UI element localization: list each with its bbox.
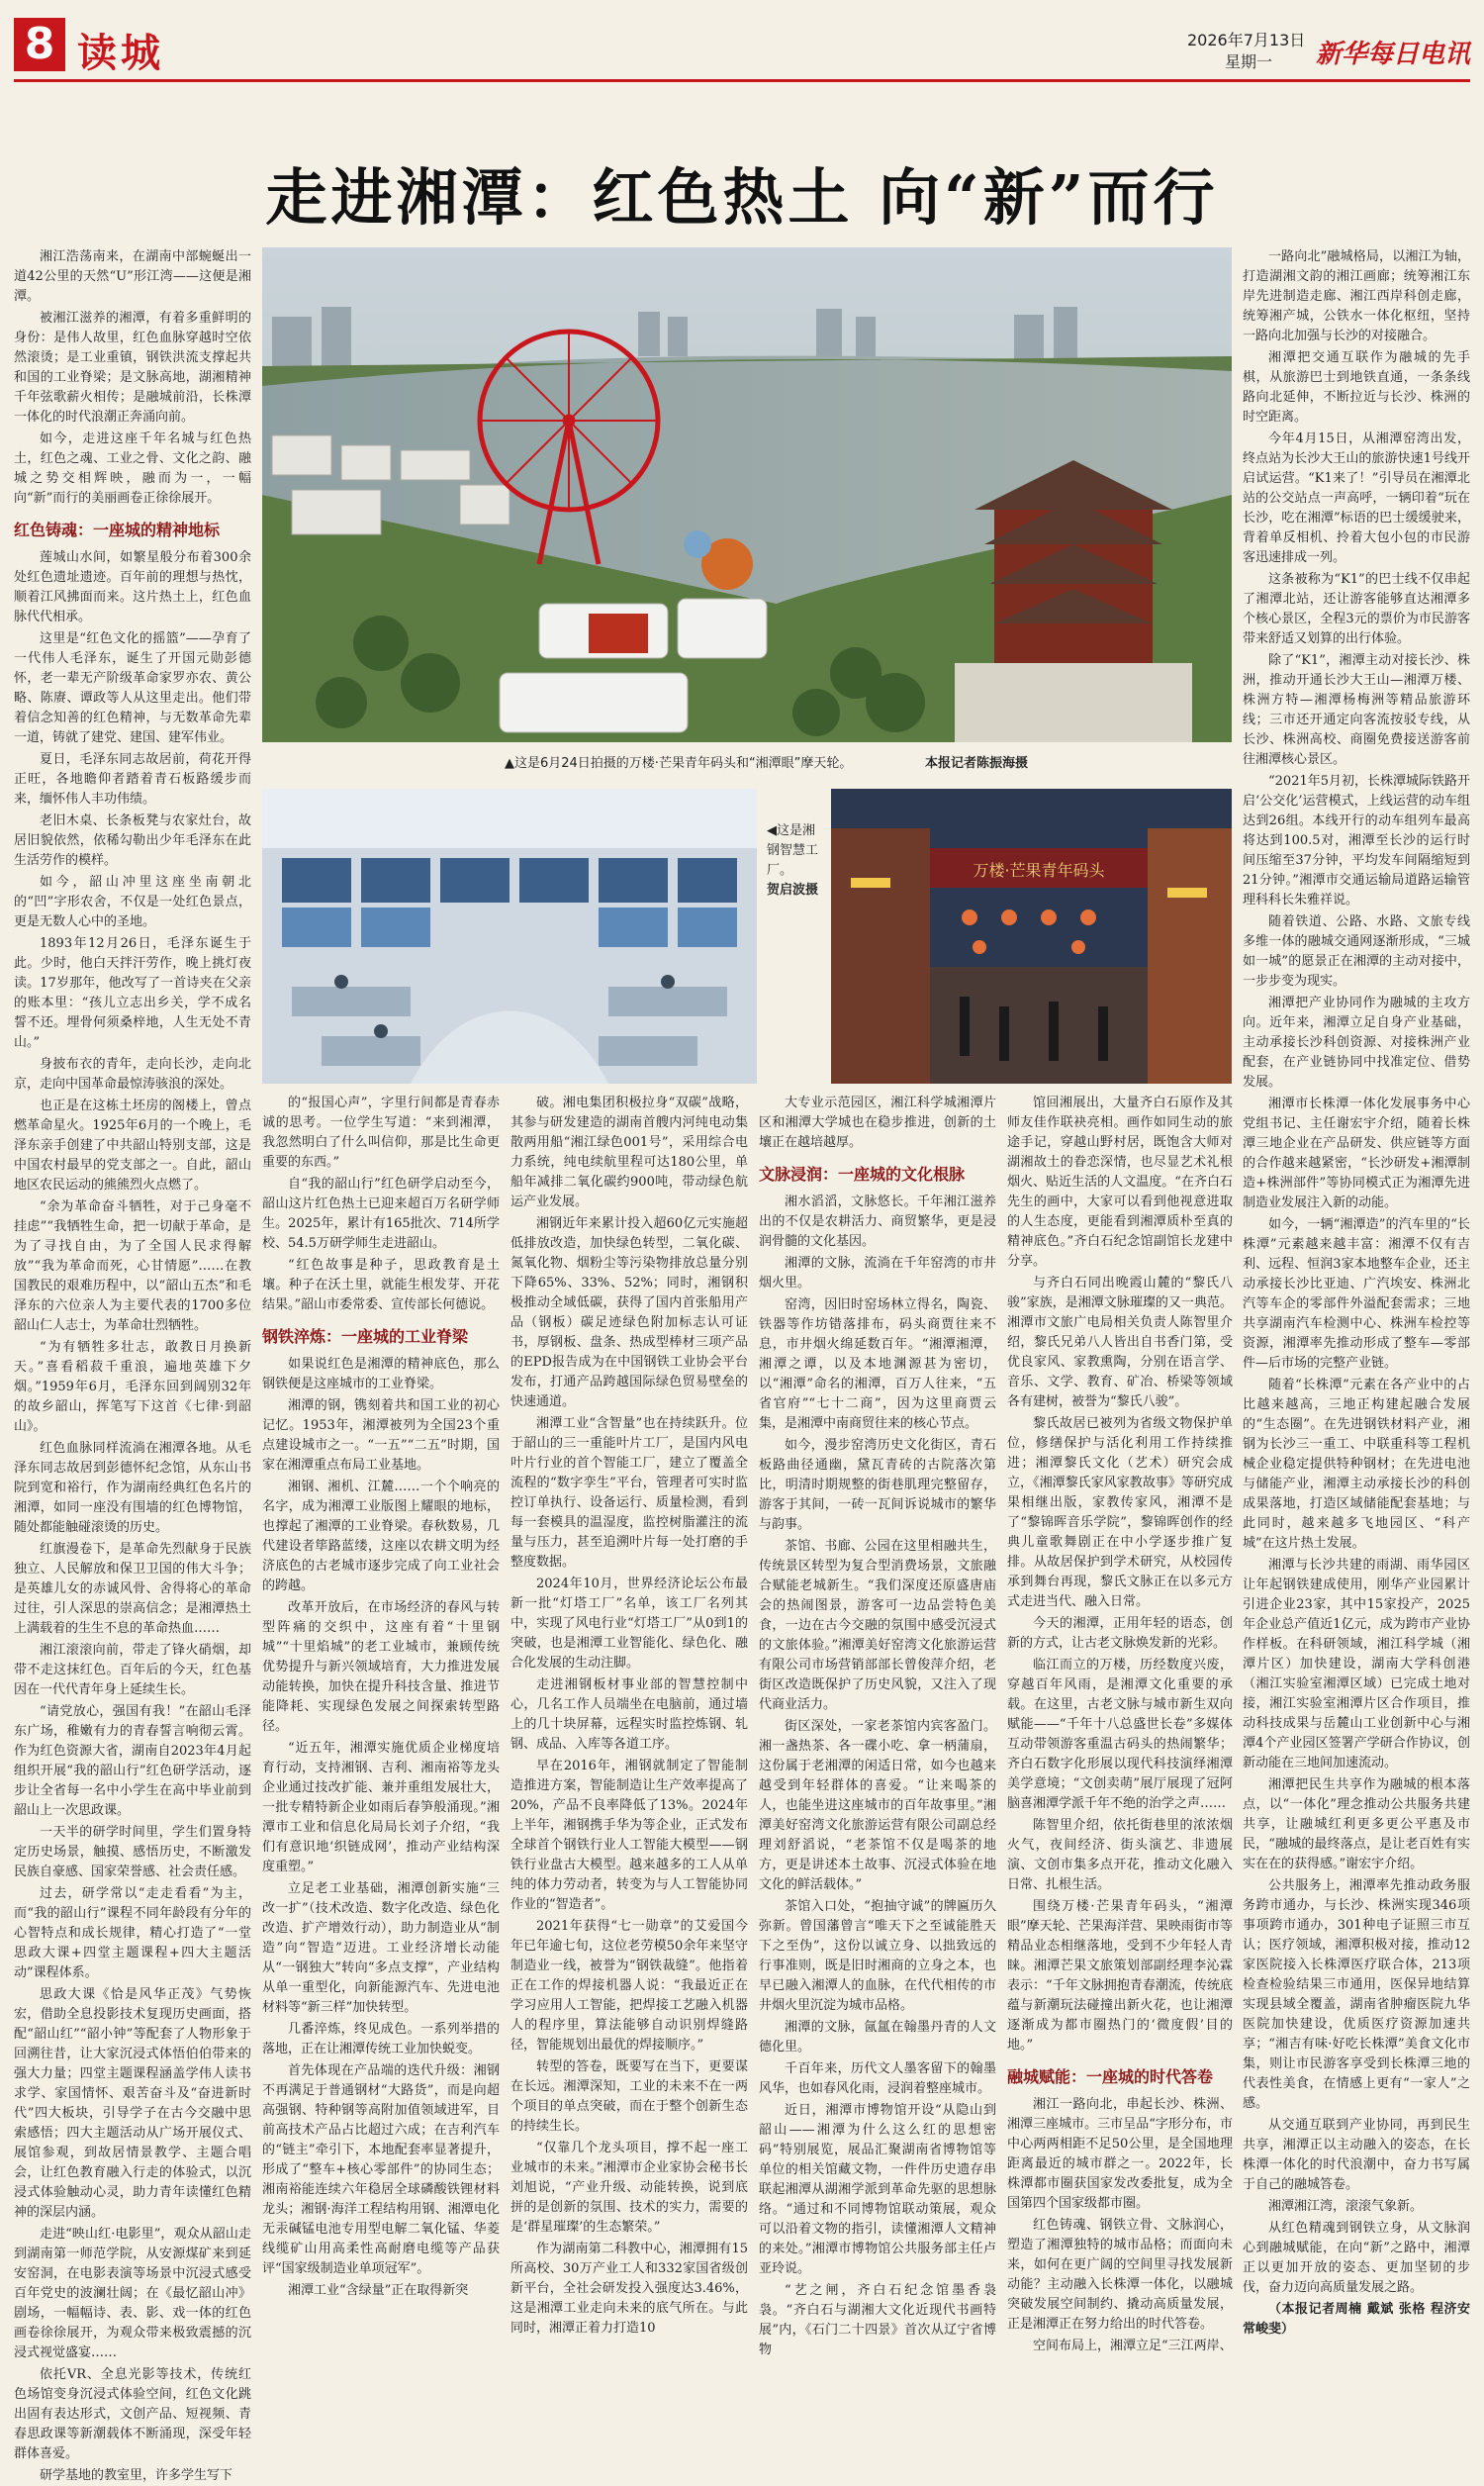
aerial-photo-illustration: [262, 247, 1232, 742]
paragraph: 今年4月15日，从湘潭窑湾出发，终点站为长沙大王山的旅游快速1号线开启试运营。“K1来了！”引导员在湘潭北站的公交站点一声高呼，一辆印着“玩在长沙，吃在湘潭”标语的巴士缓缓驶来，背着单反相机、拎着大包小包的市民游客迅速排成一列。: [1243, 431, 1470, 565]
paragraph: 老旧木桌、长条板凳与农家灶台，故居旧貌依然，依稀勾勒出少年毛泽东在此生活劳作的模样。: [14, 813, 251, 868]
main-caption-text: ▲这是6月24日拍摄的万楼·芒果青年码头和“湘潭眼”摩天轮。: [505, 756, 853, 771]
paragraph: 思政大课《恰是风华正茂》气势恢宏，借助全息投影技术复现历史画面，搭配“韶山红”“韶小钟”等配套了人物形象于回溯往昔，让大家沉浸式体悟伯伯带来的强大力量；四堂主题课程涵盖学伟人读书求学、家国情怀、艰苦奋斗及“奋进新时代”四大板块，引导学子在古今交融中思索感悟；四大主题活动从广场开展仪式、展馆参观，到故居情景教学、主题合唱会，让红色教育融入行走的体验式，以沉浸式体验触动心灵，助力青年读懂红色精神的深层内涵。: [14, 1987, 251, 2220]
masthead: [0, 0, 1484, 79]
paragraph: 身披布衣的青年，走向长沙，走向北京，走向中国革命最惊涛骇浪的深处。: [14, 1057, 251, 1092]
paragraph: 过去，研学常以“走走看看”为主，而“我的韶山行”课程不同年龄段有分年的心智特点和成长规律，精心打造了“一堂思政大课+四堂主题课程+四大主题活动”课程体系。: [14, 1886, 251, 1980]
subhead-steel: 钢铁淬炼：一座城的工业脊梁: [262, 1327, 469, 1346]
paragraph: 除了“K1”，湘潭主动对接长沙、株洲，推动开通长沙大王山—湘潭万楼、株洲方特—湘潭杨梅洲等精品旅游环线；三市还开通定向客流按驳专线，从长沙、株洲高校、商圈免费接送游客前往湘潭核心景区。: [1243, 653, 1470, 767]
paragraph: 湘潭的文脉，氤氲在翰墨丹青的人文德化里。: [759, 2020, 996, 2055]
subhead-fusion: 融城赋能：一座城的时代答卷: [1007, 2067, 1214, 2086]
paragraph: 如今，走进这座千年名城与红色热土，红色之魂、工业之骨、文化之韵、融城之势交相辉映，融而为一，一幅向“新”而行的美丽画卷正徐徐展开。: [14, 431, 251, 506]
paragraph: 湘潭的钢，镌刻着共和国工业的初心记忆。1953年，湘潭被列为全国23个重点建设城市之一。“一五”“二五”时期，国家在湘潭重点布局工业基地。: [262, 1398, 500, 1473]
paragraph: 湘潭湘江湾，滚滚气象新。: [1268, 2199, 1424, 2214]
night-street-illustration: [831, 789, 1232, 1084]
paragraph: 围绕万楼·芒果青年码头，“湘潭眼”摩天轮、芒果海洋营、果映雨街市等精品业态相继落地，受到不少年轻人青睐。湘潭芒果文旅策划部副经理李沁霖表示：“千年文脉拥抱青春潮流，传统底蕴与新潮玩法碰撞出新火花，也让湘潭逐渐成为都市圈热门的‘微度假’目的地。”: [1007, 1899, 1233, 2053]
paragraph: 依托VR、全息光影等技术，传统红色场馆变身沉浸式体验空间，红色文化跳出固有表达形式，文创产品、短视频、青春思政课等新潮载体不断涌现，深受年轻群体喜爱。: [14, 2367, 251, 2461]
paragraph: 湘潭工业“含智量”也在持续跃升。位于韶山的三一重能叶片工厂，是国内风电叶片行业的首个智能工厂，建立了覆盖全流程的“数字孪生”平台，管理者可实时监控订单执行、设备运行、质量检测，看到每一套模具的温湿度，监控树脂灌注的流量与压力，甚至追溯叶片每一处打磨的手整度数据。: [510, 1416, 748, 1570]
paragraph: 与齐白石同出晚霞山麓的“黎氏八骏”家族，是湘潭文脉璀璨的又一典范。湘潭市文旅广电局相关负责人陈智里介绍，黎氏兄弟八人皆出自书香门第，受优良家风、家教熏陶，分别在语言学、音乐、文学、教育、矿冶、桥梁等领域各有建树，被誉为“黎氏八骏”。: [1007, 1276, 1233, 1409]
paragraph: 湘潭把产业协同作为融城的主攻方向。近年来，湘潭立足自身产业基础，主动承接长沙科创资源、对接株洲产业配套，在产业链协同中找准定位、借势发展。: [1243, 996, 1470, 1090]
paragraph: 湘钢近年来累计投入超60亿元实施超低排放改造，加快绿色转型，二氧化碳、氮氧化物、烟粉尘等污染物排放总量分别下降65%、33%、52%；同时，湘钢积极推动全域低碳，获得了国内首张船用产品（钢板）碳足迹绿色附加标志认可证书，厚钢板、盘条、热成型棒材三项产品的EPD报告成为在中国钢铁工业协会平台发布，打通产品跨越国际绿色贸易壁垒的快速通道。: [510, 1216, 748, 1409]
paragraph: 千百年来，历代文人墨客留下的翰墨风华，也如春风化雨，浸润着整座城市。: [759, 2061, 996, 2096]
paragraph: 一路向北”融城格局，以湘江为轴，打造湖湘文韵的湘江画廊；统筹湘江东岸先进制造走廊、湘江西岸科创走廊，统筹湘产城，公铁水一体化枢纽，坚持一路向北加强与长沙的对接融合。: [1243, 249, 1470, 343]
column-5: [1007, 1094, 1233, 2353]
main-photo-credit: 本报记者陈振海摄: [925, 756, 1029, 771]
column-1: [14, 247, 251, 2483]
page-number: 8: [14, 18, 65, 71]
paragraph: 湘江一路向北，串起长沙、株洲、湘潭三座城市。三市呈品“字形分布，市中心两两相距不足50公里，是全国地理距离最近的城市群之一。2022年，长株潭都市圈获国家发改委批复，成为全国第四个国家级都市圈。: [1007, 2097, 1233, 2211]
paragraph: 如果说红色是湘潭的精神底色，那么钢铁便是这座城市的工业脊梁。: [262, 1357, 500, 1391]
paragraph: 夏日，毛泽东同志故居前，荷花开得正旺，各地瞻仰者踏着青石板路缓步而来，缅怀伟人丰功伟绩。: [14, 752, 251, 807]
paragraph: 红色铸魂、钢铁立骨、文脉润心，塑造了湘潭独特的城市品格；而面向未来，如何在更广阔的空间里寻找发展新动能？主动融入长株潭一体化，以融城突破发展空间制约、撬动高质量发展，正是湘潭正在努力给出的时代答卷。: [1007, 2218, 1233, 2332]
issue-date: 2026年7月13日: [1187, 31, 1306, 49]
paragraph: 2024年10月，世界经济论坛公布最新一批“灯塔工厂”名单，该工厂名列其中，实现了风电行业“灯塔工厂”从0到1的突破，也是湘潭工业智能化、绿色化、融合化发展的生动注脚。: [510, 1577, 748, 1671]
paragraph: 馆回湘展出，大量齐白石原作及其师友佳作联袂亮相。画作如同生动的旅途手记，穿越山野村居，既饱含大师对湖湘故土的眷恋深情，也尽显艺术礼根烟火、贴近生活的人文温度。“在齐白石先生的画中，大家可以看到他视意进取的人生态度，更能看到湘潭质朴至真的精神底色。”齐白石纪念馆副馆长龙建中分享。: [1007, 1096, 1233, 1269]
paragraph: 这条被称为“K1”的巴士线不仅串起了湘潭北站，还让游客能够直达湘潭多个核心景区，全程3元的票价为市民游客带来舒适又划算的出行体验。: [1243, 572, 1470, 646]
headline: 走进湘潭：红色热土 向“新”而行: [265, 161, 1219, 234]
paragraph: 近日，湘潭市博物馆开设“从隐山到韶山——湘潭为什么这么红的思想密码”特别展览，展品汇聚湖南省博物馆等单位的相关馆藏文物，一件件历史遗存串联起湘潭从湖湘学派到革命先驱的思想脉络。“通过和不同博物馆联动策展，观众可以沿着文物的指引，读懂湘潭人文精神的来处。”湘潭市博物馆公共服务部主任卢亚玲说。: [759, 2103, 996, 2276]
paragraph: 街区深处，一家老茶馆内宾客盈门。湘一盏热茶、各一碟小吃、拿一柄蒲扇，这份属于老湘潭的闲适日常，如今也越来越受到年轻群体的喜爱。“让来喝茶的人，也能坐进这座城市的百年故事里。”湘潭美好窑湾文化旅游运营有限公司副总经理刘舒滔说，“老茶馆不仅是喝茶的地方，更是讲述本土故事、沉浸式体验在地文化的鲜活载体。”: [759, 1719, 996, 1892]
paragraph: 空间布局上，湘潭立足“三江两岸、: [1033, 2339, 1233, 2353]
paragraph: 如今，漫步窑湾历史文化街区，青石板路曲径通幽，黛瓦青砖的古院落次第比，明清时期规整的街巷肌理完整留存，游客于其间，一砖一瓦间诉说城市的繁华与韵事。: [759, 1438, 996, 1532]
paragraph: 转型的答卷，既要写在当下，更要谋在长远。湘潭深知，工业的未来不在一两个项目的单点突破，而在于整个创新生态的持续生长。: [510, 2059, 748, 2134]
paragraph: 早在2016年，湘钢就制定了智能制造推进方案，智能制造让生产效率提高了20%，产品不良率降低了13%。2024年上半年，湘钢携手华为等企业，正式发布全球首个钢铁行业人工智能大模型——钢铁行业盘古大模型。越来越多的工人从单纯的体力劳动者，转变为与人工智能协同作业的“智造者”。: [510, 1759, 748, 1912]
masthead-rule: [14, 79, 1470, 82]
paragraph: 的“报国心声”，字里行间都是青春赤诚的思考。一位学生写道：“来到湘潭，我忽然明白了什么叫信仰，那是比生命更重要的东西。”: [262, 1096, 500, 1170]
gate-sign: 万楼·芒果青年码头: [973, 861, 1105, 880]
paragraph: 破。湘电集团积极拉身“双碳”战略，其参与研发建造的湖南首艘内河纯电动集散两用船“湘江绿色001号”，采用综合电力系统，纯电续航里程可达180公里，单船年减排二氧化碳约900吨，带动绿色航运产业发展。: [510, 1096, 748, 1209]
paragraph: “近五年，湘潭实施优质企业梯度培育行动，支持湘钢、吉利、湘南裕等龙头企业通过技改扩能、兼并重组发展壮大，一批专精特新企业如雨后春笋般涌现。”湘潭市工业和信息化局局长刘子介绍，“我们有意识地‘织链成网’，推动产业结构深度重塑。”: [262, 1741, 500, 1874]
subhead-culture: 文脉浸润：一座城的文化根脉: [759, 1165, 966, 1184]
paragraph: “余为革命奋斗牺牲，对于己身毫不挂虑”“我牺牲生命，把一切献于革命，是为了寻找自由，为了全国人民求得解放”“我为革命而死，心甘情愿”……在教国教民的艰难历程中，以“韶山五杰”和毛泽东的六位亲人为主要代表的1700多位韶山仁人志士，为革命壮烈牺牲。: [14, 1199, 251, 1333]
factory-credit: 贺启波摄: [767, 883, 819, 898]
paragraph: 湘潭把交通互联作为融城的先手棋，从旅游巴士到地铁直通，一条条线路向北延伸，不断拉近与长沙、株洲的时空距离。: [1243, 350, 1470, 425]
paragraph: 走进湘钢板材事业部的智慧控制中心，几名工作人员端坐在电脑前，通过墙上的几十块屏幕，远程实时监控炼钢、轧钢、成品、入库等各道工序。: [510, 1677, 748, 1752]
paragraph: 1893年12月26日，毛泽东诞生于此。少时，他白天拌汗劳作，晚上挑灯夜读。17岁那年，他改写了一首诗夹在父亲的账本里：“孩儿立志出乡关，学不成名誓不还。埋骨何须桑梓地，人生无处不青山。”: [14, 936, 251, 1050]
paragraph: “请党放心，强国有我！”在韶山毛泽东广场，稚嫩有力的青春誓言响彻云霄。作为红色资源大省，湖南自2023年4月起组织开展“我的韶山行”红色研学活动，逐步让全省每一名中小学生在高中毕业前到韶山上一次思政课。: [14, 1704, 251, 1818]
paragraph: 湘江滚滚向前，带走了锋火硝烟，却带不走这抹红色。百年后的今天，红色基因在一代代青年身上延续生长。: [14, 1643, 251, 1697]
paragraph: 大专业示范园区，湘江科学城湘潭片区和湘潭大学城也在稳步推进，创新的土壤正在越培越厚。: [759, 1096, 996, 1150]
paragraph: 红色血脉同样流淌在湘潭各地。从毛泽东同志故居到彭德怀纪念馆，从东山书院到宽和裕行，作为湖南经典红色名片的湘潭，如同一座没有围墙的红色博物馆，随处都能触碰滚烫的历史。: [14, 1441, 251, 1535]
paragraph: 立足老工业基础，湘潭创新实施“三改一扩”（技术改造、数字化改造、绿色化改造、扩产增效行动），助力制造业从“制造”向“智造”迈进。工业经济增长动能从“一钢独大”转向“多点支撑”，产业结构从单一重型化，向新能源汽车、先进电池材料等“新三样”加快转型。: [262, 1881, 500, 2015]
paragraph: 湘钢、湘机、江麓……一个个响亮的名字，成为湘潭工业版图上耀眼的地标，也撑起了湘潭的工业脊梁。春秋数易，几代建设者筚路蓝缕，这座以农耕文明为经济底色的古老城市逐步完成了向工业社会的跨越。: [262, 1480, 500, 1593]
column-6: [1243, 247, 1471, 2337]
paragraph: 临江而立的万楼，历经数度兴废，穿越百年风雨，是湘潭文化重要的承载。在这里，古老文脉与城市新生双向赋能——“千年十八总盛世长卷”多媒体互动带领游客重温古码头的热闹繁华；齐白石数字化形展以现代科技演绎湘潭美学意境；“文创卖萌”展厅展现了冠阿脑喜湘潭学派千年不绝的治学之声……: [1007, 1658, 1233, 1811]
paragraph: 改革开放后，在市场经济的春风与转型阵痛的交织中，这座有着“十里钢城”“十里焰城”的老工业城市，兼顾传统优势提升与新兴领域培育，大力推进发展动能转换，加快在提升科技含量、推进节能降耗、实现绿色发展之间探索转型路径。: [262, 1600, 500, 1734]
paragraph: “仅靠几个龙头项目，撑不起一座工业城市的未来。”湘潭市企业家协会秘书长刘旭说，“产业升级、动能转换，说到底拼的是创新的氛围、技术的实力，需要的是‘群星璀璨’的生态繁荣。”: [510, 2141, 748, 2235]
paragraph: 研学基地的教室里，许多学生写下: [40, 2468, 233, 2483]
paragraph: 几番淬炼，终见成色。一系列举措的落地，正在让湘潭传统工业加快蜕变。: [262, 2022, 500, 2056]
paragraph: 随着“长株潭”元素在各产业中的占比越来越高，三地正构建起融合发展的“生态圈”。在先进钢铁材料产业，湘钢为长沙三一重工、中联重科等工程机械企业稳定提供特种钢材；在先进电池与储能产业，湘潭主动承接长沙的科创成果落地，打造区域储能配套基地；与此同时，越来越多飞地园区、“科产城”在这片热土发展。: [1243, 1378, 1470, 1551]
paragraph: 黎氏故居已被列为省级文物保护单位，修缮保护与活化利用工作持续推进；湘潭黎氏文化（艺术）研究会成立，《湘潭黎氏家风家教故事》等研究成果相继出版，家教传家风，湘潭不是了“黎锦晖音乐学院”，黎锦晖创作的经典儿童歌舞剧正在中小学逐步推广复排。从故居保护到学术研究，从校园传承到舞台再现，黎氏文脉正在以多元方式走进当代、融入日常。: [1007, 1416, 1233, 1609]
paragraph: 茶馆入口处，“抱抽守诚”的牌匾历久弥新。曾国藩曾言“唯天下之至诚能胜天下之至伪”，这份以诚立身、以拙致远的行事准则，既是旧时湘商的立身之本，也早已融入湘潭人的血脉，在代代相传的市井烟火里沉淀为城市品格。: [759, 1899, 996, 2013]
paragraph: 首先体现在产品端的迭代升级：湘钢不再满足于普通钢材“大路货”，而是向超高强钢、特种钢等高附加值领域进军，目前高技术产品占比超过六成；在吉利汽车的“链主”牵引下，本地配套率显著提升，形成了“整车+核心零部件”的协同生态；湘南裕能连续六年稳居全球磷酸铁锂材料龙头；湘钢·海洋工程结构用钢、湘潭电化无汞碱锰电池专用型电解二氧化锰、华菱线缆矿山用高柔性高耐磨电缆等产品获评“国家级制造业单项冠军”。: [262, 2063, 500, 2276]
paragraph: 湘潭市长株潭一体化发展事务中心党组书记、主任谢宏宇介绍，随着长株潭三地企业在产品研发、供应链等方面的合作越来越紧密，“长沙研发+湘潭制造+株洲部件”等协同模式正为湘潭先进制造业发展注入新的动能。: [1243, 1097, 1470, 1210]
newspaper-logo: 新华每日电讯: [1316, 40, 1471, 69]
paragraph: 湘潭的文脉，流淌在千年窑湾的市井烟火里。: [759, 1256, 996, 1291]
paragraph: 如今，一辆“湘潭造”的汽车里的“长株潭”元素越来越丰富：湘潭不仅有吉利、远程、恒润3家本地整车企业，还主动承接长沙比亚迪、广汽埃安、株洲北汽等车企的零部件外溢配套需求；三地共享湖南汽车检测中心、株洲车检控等资源，湘潭率先推动形成了整车—零部件—后市场的完整产业链。: [1243, 1217, 1470, 1371]
paragraph: 茶馆、书廊、公园在这里相融共生，传统景区转型为复合型消费场景，文旅融合赋能老城新生。“我们深度还原盛唐庙会的热闹图景，游客可一边品尝特色美食，一边在古今交融的氛围中感受沉浸式的文旅体验。”湘潭美好窑湾文化旅游运营有限公司市场营销部部长曾俊萍介绍，老街区改造既保护了历史风貌，又注入了现代商业活力。: [759, 1539, 996, 1712]
subhead-red: 红色铸魂：一座城的精神地标: [14, 521, 221, 539]
paragraph: 被湘江滋养的湘潭，有着多重鲜明的身份：是伟人故里，红色血脉穿越时空依然滚烫；是工业重镇，钢铁洪流支撑起共和国的工业脊梁；是文脉高地，湖湘精神千年弦歌薪火相传；是融城前沿，长株潭一体化的时代浪潮正奔涌向前。: [14, 311, 251, 425]
paragraph: 走进“映山红·电影里”，观众从韶山走到湖南第一师范学院，从安源煤矿来到延安窑洞，在电影表演等场景中沉浸式感受百年党史的波澜壮阔；在《最忆韶山冲》剧场，一幅幅诗、表、影、戏一体的红色画卷徐徐展开，为观众带来极致震撼的沉浸式视觉盛宴……: [14, 2227, 251, 2360]
paragraph: 2021年获得“七一勋章”的艾爱国今年已年逾七旬，这位老劳模50余年来坚守制造业一线，被誉为“钢铁裁缝”。他指着正在工作的焊接机器人说：“我最近正在学习应用人工智能，把焊接工艺融入机器人的程序里，算法能够自动识别焊缝路径，智能规划出最优的焊接顺序。”: [510, 1919, 748, 2053]
paragraph: 湘水滔滔，文脉悠长。千年湘江滋养出的不仅是农耕活力、商贸繁华，更是浸润骨髓的文化基因。: [759, 1195, 996, 1249]
paragraph: 公共服务上，湘潭率先推动政务服务跨市通办，与长沙、株洲实现346项事项跨市通办，301种电子证照三市互认；医疗领域，湘潭积极对接，推动12家医院接入长株潭医疗联合体，213项检查检验结果三市通用，医保异地结算实现县域全覆盖，湖南省肿瘤医院九华医院加快建设，优质医疗资源加速共享；“湘吉有味·好吃长株潭”美食文化市集，则让市民游客享受到长株潭三地的代表性美食，在情感上更有“一家人”之感。: [1243, 1878, 1470, 2111]
issue-weekday: 星期一: [1225, 52, 1273, 71]
paragraph: 如今，韶山冲里这座坐南朝北的“凹”字形农舍，不仅是一处红色景点，更是无数人心中的圣地。: [14, 875, 251, 929]
paragraph: “为有牺牲多壮志，敢教日月换新天。”喜看稻菽千重浪，遍地英雄下夕烟。”1959年6月，毛泽东回到阔别32年的故乡韶山，挥笔写下这首《七律·到韶山》。: [14, 1340, 251, 1434]
factory-caption: [767, 821, 826, 901]
paragraph: 从交通互联到产业协同，再到民生共享，湘潭正以主动融入的姿态，在长株潭一体化的时代浪潮中，奋力书写属于自己的融城答卷。: [1243, 2118, 1470, 2192]
paragraph: 湘江浩荡南来，在湖南中部蜿蜒出一道42公里的天然“U”形江湾——这便是湘潭。: [14, 249, 251, 304]
factory-photo: [262, 789, 757, 1084]
paragraph: “2021年5月初，长株潭城际铁路开启‘公交化’运营模式，上线运营的动车组达到26组。本线开行的动车组列车最高将达到100.5对，湘潭至长沙的运行时间压缩至37分钟，平均发车间隔缩短到21分钟。”湘潭市交通运输局道路运输管理科科长朱雅祥说。: [1243, 774, 1471, 908]
paragraph: 自“我的韶山行”红色研学启动至今，韶山这片红色热土已迎来超百万名研学师生。2025年，累计有165批次、714所学校、54.5万研学师生走进韶山。: [262, 1177, 500, 1251]
paragraph: “红色故事是种子，思政教育是土壤。种子在沃土里，就能生根发芽、开花结果。”韶山市委常委、宣传部长何德说。: [262, 1258, 500, 1312]
control-room-illustration: [262, 789, 757, 1084]
paragraph: 从红色精魂到钢铁立身，从文脉润心到融城赋能，在向“新”之路中，湘潭正以更加开放的姿态、更加坚韧的步伐，奋力迈向高质量发展之路。: [1243, 2221, 1470, 2295]
paragraph: 湘潭与长沙共建的雨湖、雨华园区让年起钢铁建成使用，刚华产业园累计引进企业23家，其中15家投产，2025年企业总产值近1亿元，成为跨市产业协作样板。在科研领域，湘江科学城（湘潭片区）加快建设，湖南大学科创港（湘江实验室湘潭区域）已完成土地对接，湘江实验室湘潭片区合作项目，推动科技成果与岳麓山工业创新中心与湘潭4个产业园区签署产学研合作协议，创新动能在三地间加速流动。: [1243, 1558, 1470, 1770]
paragraph: 红旗漫卷下，是革命先烈献身于民族独立、人民解放和保卫卫国的伟大斗争；是英雄儿女的赤诚风骨、舍得将心的革命过往，引人深思的崇高信念；是湘潭热土上满载着的生生不息的革命热血……: [14, 1542, 251, 1636]
paragraph: 莲城山水间，如繁星般分布着300余处红色遗址遗迹。百年前的理想与热忱，顺着江风拂面而来。这片热土上，红色血脉代代相承。: [14, 550, 251, 624]
street-photo: [831, 789, 1232, 1084]
paragraph: 随着铁道、公路、水路、文旅专线多维一体的融城交通网逐渐形成，“三城如一城”的愿景正在湘潭的主动对接中，一步步变为现实。: [1243, 914, 1470, 989]
paragraph: 窑湾，因旧时窑场林立得名，陶瓷、铁器等作坊错落排布，码头商贾往来不息，市井烟火绵延数百年。“湘潭湘潭，湘潭之谭，以及本地渊源甚为密切，以“湘潭”命名的湘潭，百万人往来，“五省官府”“七十二商”，因为这里商贾云集，是湘潭中南商贸往来的核心节点。: [759, 1297, 996, 1431]
column-3: [510, 1094, 748, 2336]
paragraph: “艺之闸，齐白石纪念馆墨香袅袅。“齐白石与湖湘大文化近现代书画特展”内，《石门二十四景》首次从辽宁省博物: [759, 2283, 996, 2357]
paragraph: 陈智里介绍，依托街巷里的浓浓烟火气，夜间经济、街头演艺、非遗展演、文创市集多点开花，推动文化融入日常、扎根生活。: [1007, 1818, 1233, 1892]
paragraph: 今天的湘潭，正用年轻的语态，创新的方式，让古老文脉焕发新的光彩。: [1007, 1616, 1233, 1651]
paragraph: 也正是在这栋土坯房的阁楼上，曾点燃革命星火。1925年6月的一个晚上，毛泽东亲手创建了中共韶山特别支部，这是中国农村最早的党支部之一。自此，韶山地区农民运动的熊熊烈火点燃了。: [14, 1099, 251, 1193]
section-title: 读城: [77, 30, 164, 76]
paragraph: 湘潭工业“含绿量”正在取得新突: [288, 2283, 469, 2298]
paragraph: 一天半的研学时间里，学生们置身特定历史场景，触摸、感悟历史，不断激发民族自豪感、国家荣誉感、社会责任感。: [14, 1825, 251, 1879]
main-photo-aerial: [262, 247, 1232, 742]
factory-caption-text: ◀这是湘钢智慧工厂。: [767, 823, 819, 878]
paragraph: 这里是“红色文化的摇篮”——孕育了一代伟人毛泽东，诞生了开国元勋彭德怀，老一辈无产阶级革命家罗亦农、黄公略、陈赓、谭政等人从这里走出。他们带着信念知善的红色精神，与无数革命先辈一道，铸就了建党、建国、建军伟业。: [14, 631, 251, 745]
column-4: [759, 1094, 996, 2357]
column-2: [262, 1094, 500, 2298]
byline: （本报记者周楠 戴斌 张格 程济安 常峻斐）: [1243, 2302, 1470, 2337]
paragraph: 湘潭把民生共享作为融城的根本落点，以“一体化”理念推动公共服务共建共享，让融城红利更多更公平惠及市民，“融城的最终落点，是让老百姓有实实在在的获得感。”谢宏宇介绍。: [1243, 1777, 1470, 1871]
paragraph: 作为湖南第二科教中心，湘潭拥有15所高校、30万产业工人和332家国省级创新平台，全社会研发投入强度达3.46%，这是湘潭工业走向未来的底气所在。与此同时，湘潭正着力打造10: [510, 2242, 748, 2336]
